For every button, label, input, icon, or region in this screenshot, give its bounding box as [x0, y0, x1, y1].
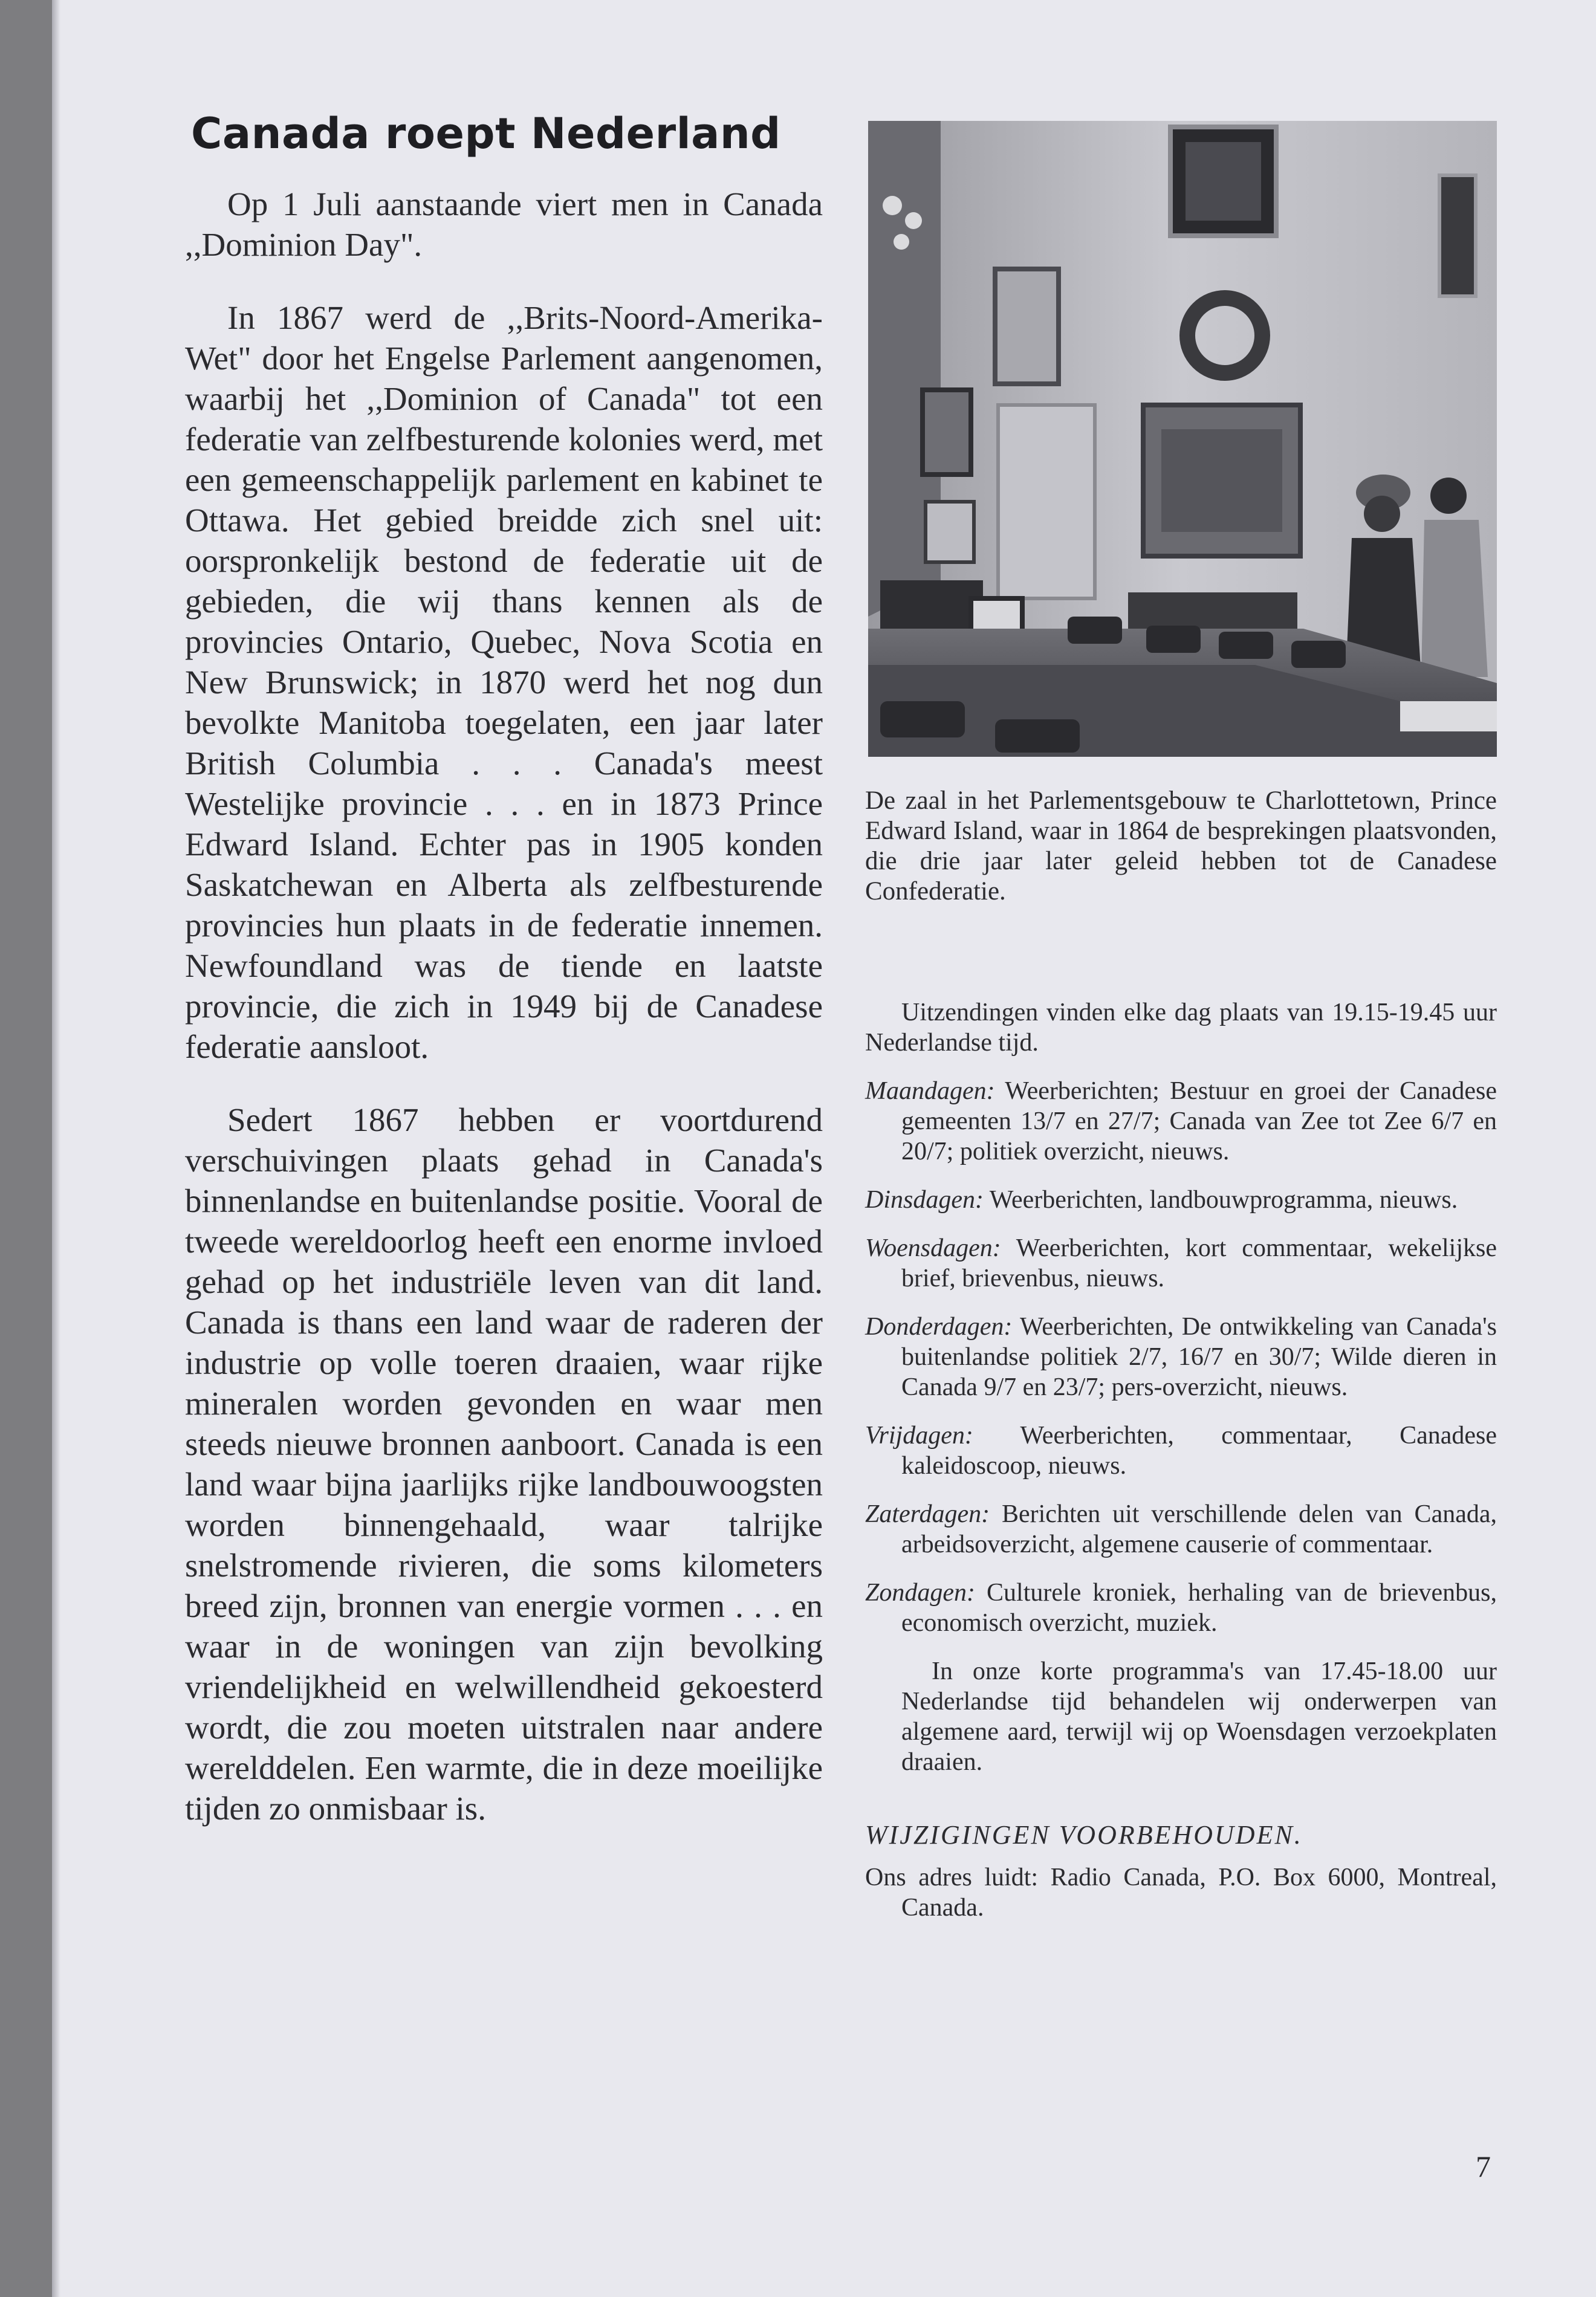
schedule-entry — [865, 1185, 1497, 1215]
schedule-text: Weerberichten, landbouwprogramma, nieuws. — [983, 1186, 1458, 1214]
schedule-day: Dinsdagen: — [865, 1186, 984, 1214]
schedule-text: Weerberichten, commentaar, Canadese kaleidoscoop, nieuws. — [901, 1422, 1497, 1480]
short-programs-note: In onze korte programma's van 17.45-18.00 uur Nederlandse tijd behandelen wij onderwerpen van algemene aard, terwijl wij op Woensdagen verzoekplaten draaien. — [901, 1657, 1497, 1776]
article-title: Canada roept Nederland — [191, 109, 781, 158]
page-number: 7 — [1476, 2150, 1491, 2183]
changes-reserved-notice: WIJZIGINGEN VOORBEHOUDEN. — [865, 1820, 1303, 1850]
schedule-day: Maandagen: — [865, 1077, 995, 1105]
schedule-entry — [865, 1578, 1497, 1638]
schedule-entry — [865, 1421, 1497, 1481]
article-paragraph: In 1867 werd de ,,Brits-Noord-Amerika-Wet" door het Engelse Parlement aangenomen, waarbij het ,,Dominion of Canada" tot een federatie van zelfbesturende kolonies werd, met een gemeenschappelijk parlement en kabinet te Ottawa. Het gebied breidde zich snel uit: oorspronkelijk bestond de federatie uit de gebieden, die wij thans kennen als de provincies Ontario, Quebec, Nova Scotia en New Brunswick; in 1870 werd het nog dun bevolkte Manitoba toegelaten, een jaar later British Columbia . . . Canada's meest Westelijke provincie . . . en in 1873 Prince Edward Island. Echter pas in 1905 konden Saskatchewan en Alberta als zelfbesturende provincies hun plaats in de federatie innemen. Newfoundland was de tiende en laatste provincie, die zich in 1949 bij de Canadese federatie aansloot. — [185, 299, 823, 1065]
schedule-text: Weerberichten, kort commentaar, wekelijkse brief, brievenbus, nieuws. — [901, 1234, 1497, 1292]
schedule-entry — [865, 1312, 1497, 1402]
side-column — [865, 121, 1497, 1941]
schedule-intro: Uitzendingen vinden elke dag plaats van 19.15-19.45 uur Nederlandse tijd. — [865, 999, 1497, 1057]
schedule-entry — [865, 1233, 1497, 1294]
photo-caption: De zaal in het Parlementsgebouw te Charlottetown, Prince Edward Island, waar in 1864 de besprekingen plaatsvonden, die drie jaar later geleid hebben tot de Canadese Confederatie. — [865, 786, 1497, 906]
schedule-day: Zaterdagen: — [865, 1500, 990, 1528]
schedule-text: Weerberichten, De ontwikkeling van Canada's buitenlandse politiek 2/7, 16/7 en 30/7; Wilde dieren in Canada 9/7 en 23/7; pers-overzicht, nieuws. — [901, 1313, 1497, 1401]
schedule-entry — [865, 1076, 1497, 1167]
schedule-entry — [865, 1499, 1497, 1560]
binding-shadow — [52, 0, 60, 2297]
document-page — [52, 0, 1596, 2297]
article-column — [185, 109, 823, 1861]
parliament-room-photo — [868, 121, 1497, 757]
contact-address: Ons adres luidt: Radio Canada, P.O. Box 6000, Montreal, Canada. — [865, 1864, 1497, 1922]
broadcast-schedule — [865, 997, 1497, 1923]
schedule-text: Culturele kroniek, herhaling van de brievenbus, economisch overzicht, muziek. — [901, 1579, 1497, 1637]
schedule-day: Vrijdagen: — [865, 1422, 973, 1450]
schedule-text: Berichten uit verschillende delen van Canada, arbeidsoverzicht, algemene causerie of commentaar. — [901, 1500, 1497, 1558]
article-paragraph: Op 1 Juli aanstaande viert men in Canada ,,Dominion Day". — [185, 186, 823, 263]
schedule-day: Donderdagen: — [865, 1313, 1013, 1341]
schedule-day: Zondagen: — [865, 1579, 975, 1607]
article-paragraph: Sedert 1867 hebben er voortdurend verschuivingen plaats gehad in Canada's binnenlandse en buitenlandse positie. Vooral de tweede wereldoorlog heeft een enorme invloed gehad op het industriële leven van dit land. Canada is thans een land waar de raderen der industrie op volle toeren draaien, waar rijke mineralen worden gevonden en waar men steeds nieuwe bronnen aanboort. Canada is een land waar bijna jaarlijks rijke landbouwoogsten worden binnengehaald, waar talrijke snelstromende rivieren, die soms kilometers breed zijn, bronnen van energie vormen . . . en waar in de woningen van zijn bevolking vriendelijkheid en welwillendheid gekoesterd wordt, die zou moeten uitstralen naar andere werelddelen. Een warmte, die in deze moeilijke tijden zo onmisbaar is. — [185, 1101, 823, 1827]
schedule-text: Weerberichten; Bestuur en groei der Canadese gemeenten 13/7 en 27/7; Canada van Zee tot Zee 6/7 en 20/7; politiek overzicht, nieuws. — [901, 1077, 1497, 1165]
schedule-day: Woensdagen: — [865, 1234, 1001, 1262]
